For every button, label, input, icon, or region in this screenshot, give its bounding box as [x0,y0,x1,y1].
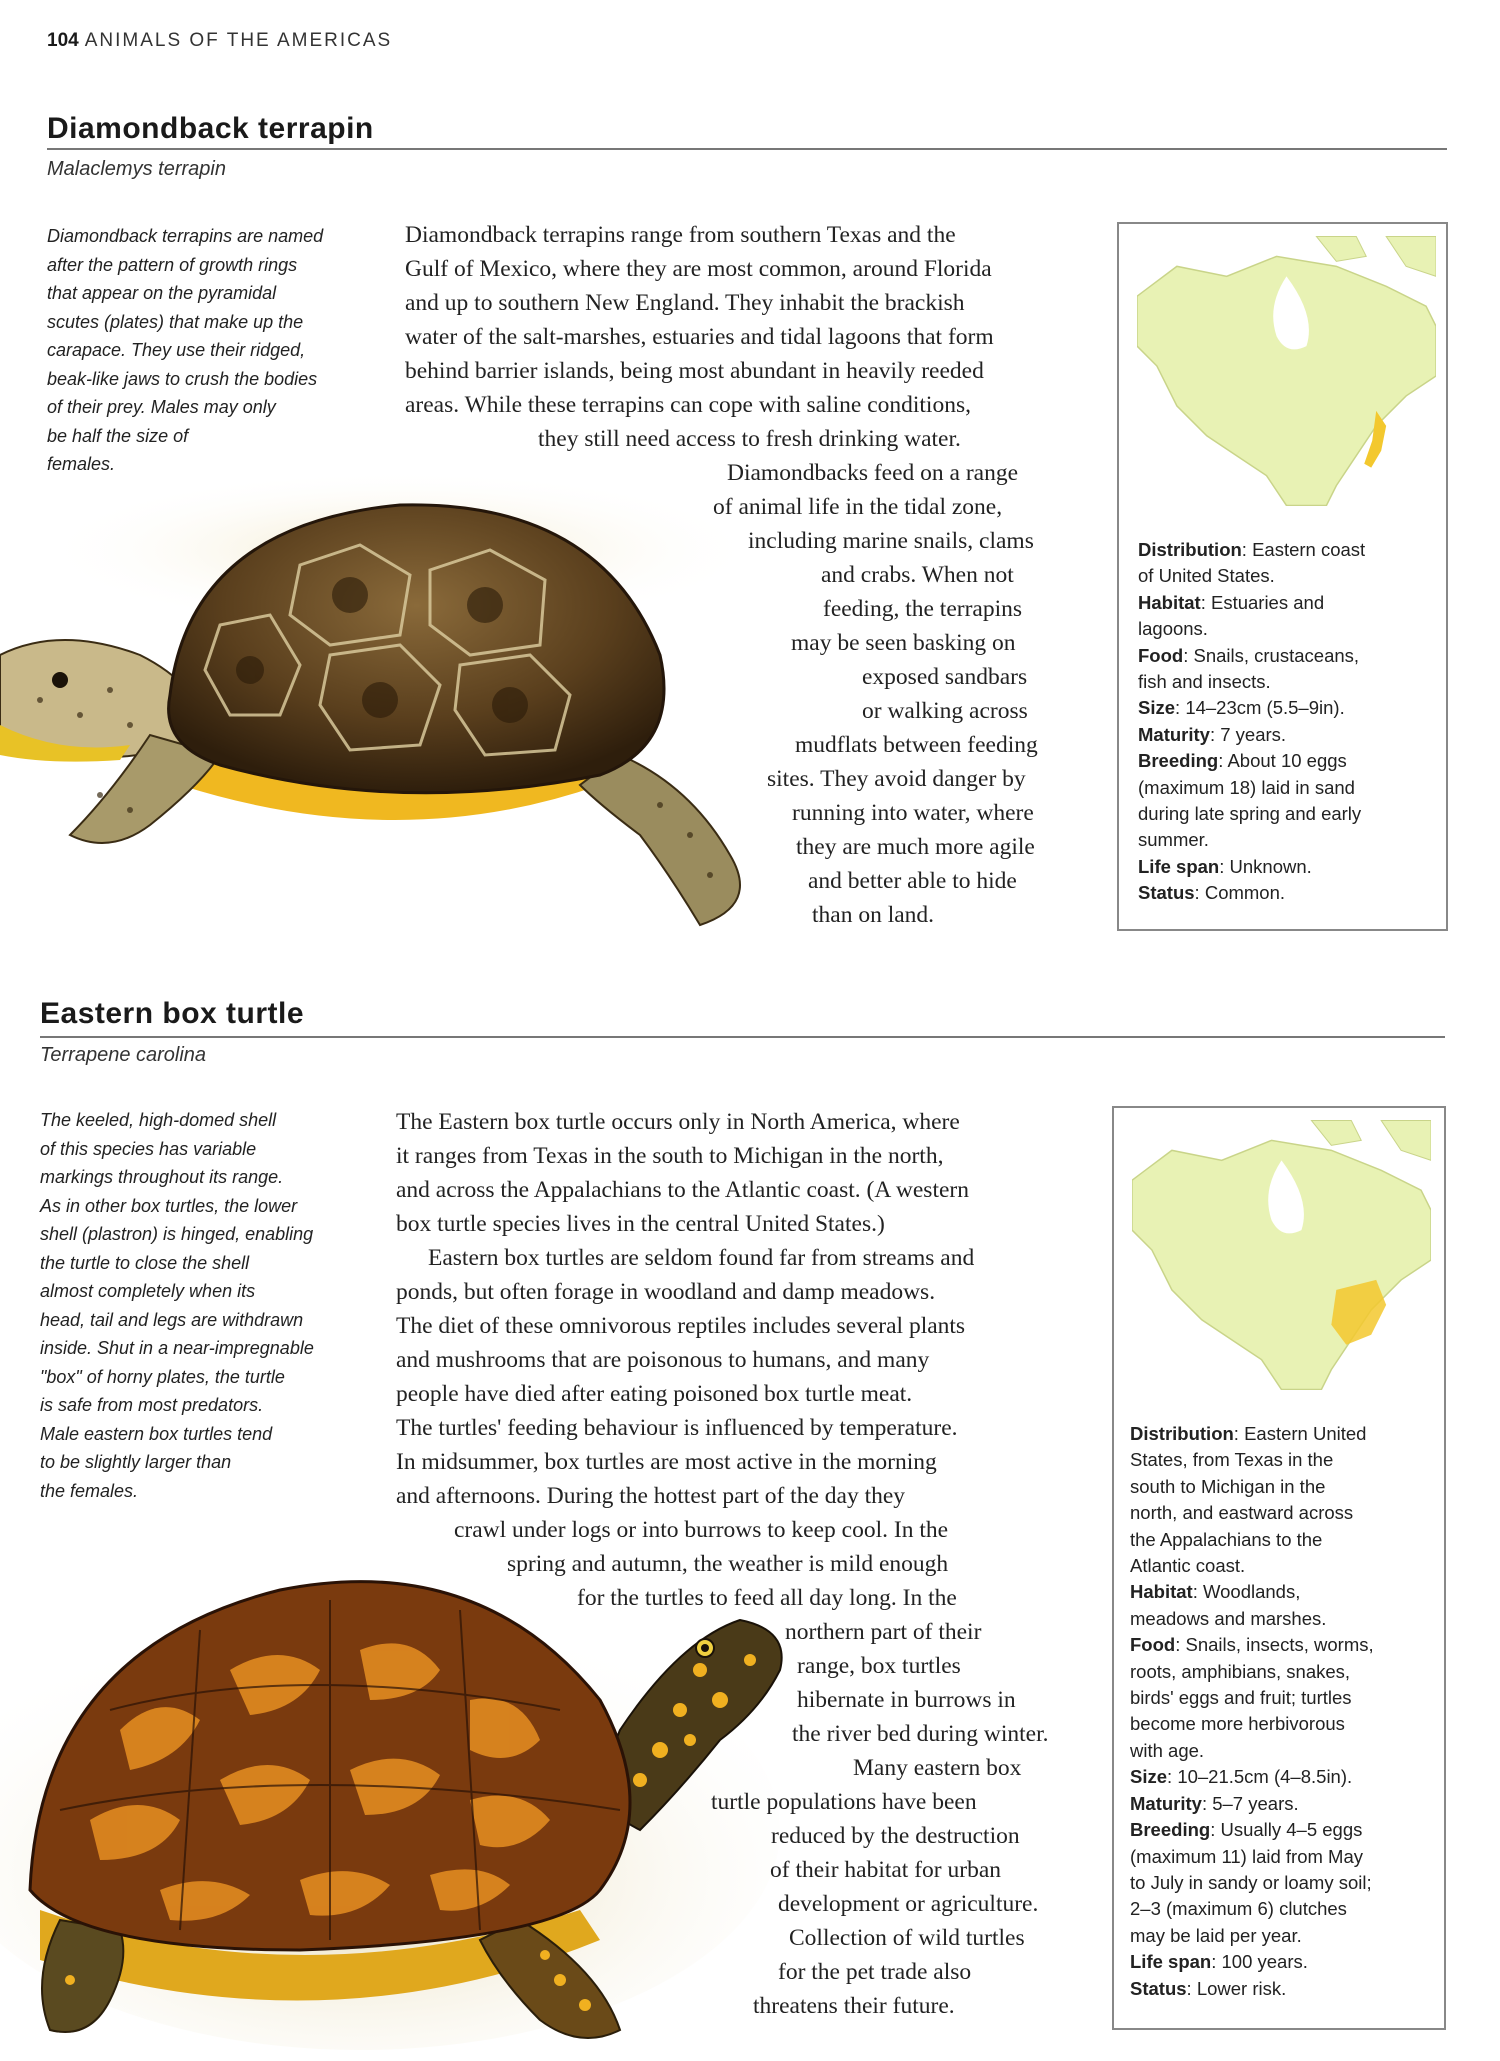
fact-label: Size [1138,697,1176,719]
running-title: ANIMALS OF THE AMERICAS [84,30,393,51]
body-line: Eastern box turtles are seldom found far from streams and [428,1245,975,1271]
distribution-map-eastern-box-turtle [1132,1120,1431,1390]
body-line: ponds, but often forage in woodland and damp meadows. [396,1279,936,1305]
fact-value: Lower risk. [1196,1977,1287,1999]
caption-line: The keeled, high-domed shell [40,1110,277,1130]
body-line: of animal life in the tidal zone, [713,494,1003,520]
fact-label: Habitat [1130,1581,1193,1603]
body-line: water of the salt-marshes, estuaries and tidal lagoons that form [405,324,994,350]
body-line: they are much more agile [796,834,1035,860]
section-title-eastern-box-turtle: Eastern box turtle [40,997,305,1030]
arctic-island [1316,236,1366,261]
body-line: for the turtles to feed all day long. In the [577,1585,957,1611]
body-line: Gulf of Mexico, where they are most common, around Florida [405,256,992,282]
fact-label: Maturity [1138,723,1210,745]
fact-value: the Appalachians to the [1130,1528,1323,1550]
box-turtle-rear-leg [42,1920,123,2032]
fact-value: (maximum 11) laid from May [1130,1845,1364,1867]
distribution-highlight [1331,1280,1386,1345]
fact-box-eastern-box-turtle [1112,1106,1446,2030]
caption-line: almost completely when its [40,1281,256,1301]
caption-line: of their prey. Males may only [47,397,276,417]
body-line: behind barrier islands, being most abundant in heavily reeded [405,358,984,384]
caption-line: scutes (plates) that make up the [47,311,304,332]
body-line: they still need access to fresh drinking water. [538,426,961,452]
caption-line: beak-like jaws to crush the bodies [47,368,318,389]
body-line: threatens their future. [753,1993,955,2019]
caption-line: after the pattern of growth rings [47,254,298,275]
body-line: range, box turtles [797,1653,961,1679]
body-line: Diamondback terrapins range from southern Texas and the [405,222,956,248]
body-line: Many eastern box [853,1755,1022,1781]
fact-value: States, from Texas in the [1130,1449,1334,1471]
fact-label: Life span [1138,855,1220,877]
fact-label: Distribution [1130,1423,1234,1444]
arctic-island [1311,1120,1361,1145]
body-line: and up to southern New England. They inhabit the brackish [405,290,965,316]
body-line: The Eastern box turtle occurs only in North America, where [396,1109,960,1135]
body-line: box turtle species lives in the central United States.) [396,1211,885,1237]
caption-line: head, tail and legs are withdrawn [40,1309,304,1330]
caption-line: As in other box turtles, the lower [40,1195,298,1216]
body-line: or walking across [862,698,1028,724]
body-text-eastern-box-turtle [396,1105,1111,2023]
fact-value: may be laid per year. [1130,1924,1302,1946]
fact-value: lagoons. [1138,618,1208,640]
fact-value: 10–21.5cm (4–8.5in). [1177,1766,1353,1788]
fact-label: Status [1138,882,1195,904]
caption-line: be half the size of [47,425,189,446]
body-line: feeding, the terrapins [823,596,1023,622]
caption-line: the females. [40,1480,139,1501]
fact-value: roots, amphibians, snakes, [1130,1660,1351,1682]
fact-value: north, and eastward across [1130,1502,1354,1524]
fact-label: Breeding [1130,1819,1211,1841]
fact-label: Breeding [1138,750,1219,772]
fact-value: 7 years. [1220,723,1287,745]
body-line: northern part of their [785,1619,982,1645]
body-line: people have died after eating poisoned box turtle meat. [396,1381,913,1407]
body-line: sites. They avoid danger by [767,766,1026,792]
fact-value: 14–23cm (5.5–9in). [1185,697,1345,719]
body-line: may be seen basking on [791,630,1016,656]
caption-line: is safe from most predators. [40,1395,264,1415]
fact-value: Woodlands, [1202,1581,1301,1603]
caption-line: that appear on the pyramidal [47,283,277,303]
scientific-name-diamondback: Malaclemys terrapin [47,158,226,180]
caption-line: Male eastern box turtles tend [40,1423,273,1444]
caption-line: to be slightly larger than [40,1452,232,1472]
body-line: it ranges from Texas in the south to Michigan in the north, [396,1143,944,1169]
caption-line: females. [47,454,116,474]
fact-label: Size [1130,1766,1168,1788]
body-line: spring and autumn, the weather is mild enough [507,1551,949,1577]
body-line: and better able to hide [808,868,1017,894]
fact-value: (maximum 18) laid in sand [1138,776,1355,798]
fact-list-diamondback: Distribution: Eastern coast of United States. Habitat: Estuaries and lagoons. Food: Snails, crustaceans, fish and insects. Size: 14–23cm (5.5–9in). Maturity: 7 years. Breeding: About 10 eggs (maximum 18) laid in sand during late spring and early summer. Life span: Unknown. Status: Common. [1138,539,1366,904]
fact-box-diamondback [1117,222,1448,931]
body-line: The diet of these omnivorous reptiles includes several plants [396,1313,966,1339]
caption-line: shell (plastron) is hinged, enabling [40,1224,314,1244]
fact-value: Snails, crustaceans, [1193,644,1360,666]
body-line: hibernate in burrows in [797,1687,1016,1713]
body-line: crawl under logs or into burrows to keep cool. In the [454,1517,949,1543]
fact-list-eastern-box-turtle: Distribution: Eastern United States, from Texas in the south to Michigan in the north, and eastward across the Appalachians to the Atlantic coast. Habitat: Woodlands, meadows and marshes. Food: Snails, insects, worms, roots, amphibians, snakes, birds' eggs and fruit; turtles become more herbivorous with age. Size: 10–21.5cm (4–8.5in). Maturity: 5–7 years. Breeding: Usually 4–5 eggs (maximum 11) laid from May to July in sandy or loamy soil; 2–3 (maximum 6) clutches may be laid per year. Life span: 100 years. Status: Lower risk. [1130,1423,1374,1999]
fact-value: meadows and marshes. [1130,1607,1327,1629]
greenland [1386,236,1436,276]
body-line: and crabs. When not [821,562,1014,588]
body-line: areas. While these terrapins can cope with saline conditions, [405,392,971,418]
caption-line: markings throughout its range. [40,1167,284,1187]
fact-value: 2–3 (maximum 6) clutches [1130,1898,1347,1920]
caption-line: inside. Shut in a near-impregnable [40,1338,314,1358]
fact-value: during late spring and early [1138,803,1362,825]
distribution-map-diamondback [1137,236,1436,506]
fact-label: Maturity [1130,1792,1202,1814]
body-line: mudflats between feeding [795,732,1038,758]
fact-value: Estuaries and [1210,591,1325,613]
body-line: the river bed during winter. [792,1721,1049,1747]
fact-label: Habitat [1138,591,1201,613]
body-line: Collection of wild turtles [789,1925,1025,1951]
fact-label: Life span [1130,1951,1212,1973]
fact-value: Common. [1204,882,1286,904]
page-number: 104 [47,30,79,51]
fact-value: birds' eggs and fruit; turtles [1130,1687,1352,1709]
fact-value: fish and insects. [1138,671,1271,693]
body-line: including marine snails, clams [748,528,1034,554]
caption-line: "box" of horny plates, the turtle [40,1366,285,1387]
fact-value: 100 years. [1221,1951,1308,1973]
body-line: Diamondbacks feed on a range [727,460,1019,486]
fact-value: Snails, insects, worms, [1185,1634,1374,1656]
fact-value: 5–7 years. [1212,1792,1299,1814]
running-header [47,30,392,52]
fact-label: Distribution [1138,539,1242,560]
body-line: and across the Appalachians to the Atlantic coast. (A western [396,1177,969,1203]
section-rule [40,1036,1445,1038]
caption-line: of this species has variable [40,1138,257,1159]
body-line: development or agriculture. [778,1891,1039,1917]
fact-value: Unknown. [1229,855,1312,877]
body-line: The turtles' feeding behaviour is influenced by temperature. [396,1415,958,1441]
body-line: and afternoons. During the hottest part of the day they [396,1483,906,1509]
greenland [1381,1120,1431,1160]
fact-value: Eastern coast [1252,539,1366,560]
body-line: for the pet trade also [778,1959,972,1985]
illustration-caption-diamondback [47,222,323,479]
fact-value: Atlantic coast. [1130,1555,1246,1577]
body-text-diamondback [405,218,1105,932]
body-line: than on land. [812,902,935,928]
body-line: reduced by the destruction [771,1823,1020,1849]
section-title-diamondback: Diamondback terrapin [47,112,374,145]
section-rule [47,148,1447,150]
caption-line: Diamondback terrapins are named [47,226,324,246]
body-line: turtle populations have been [711,1789,977,1815]
body-line: of their habitat for urban [770,1857,1001,1883]
illustration-caption-eastern-box-turtle [40,1106,314,1505]
body-line: In midsummer, box turtles are most active in the morning [396,1449,937,1475]
caption-line: carapace. They use their ridged, [47,340,306,360]
fact-value: to July in sandy or loamy soil; [1130,1871,1372,1893]
body-line: exposed sandbars [862,664,1028,690]
fact-value: with age. [1130,1739,1205,1761]
fact-value: About 10 eggs [1227,750,1347,772]
fact-value: Usually 4–5 eggs [1220,1819,1363,1841]
body-line: and mushrooms that are poisonous to humans, and many [396,1347,930,1373]
fact-label: Food [1130,1634,1176,1656]
fact-label: Food [1138,644,1184,666]
fact-value: of United States. [1138,565,1275,587]
fact-value: south to Michigan in the [1130,1475,1326,1497]
fact-value: become more herbivorous [1130,1713,1345,1735]
terrapin-eye [52,672,68,688]
caption-line: the turtle to close the shell [40,1252,250,1273]
fact-value: summer. [1138,829,1209,851]
fact-value: Eastern United [1244,1423,1367,1444]
body-line: running into water, where [792,800,1034,826]
scientific-name-eastern-box-turtle: Terrapene carolina [40,1044,207,1066]
fact-label: Status [1130,1977,1187,1999]
